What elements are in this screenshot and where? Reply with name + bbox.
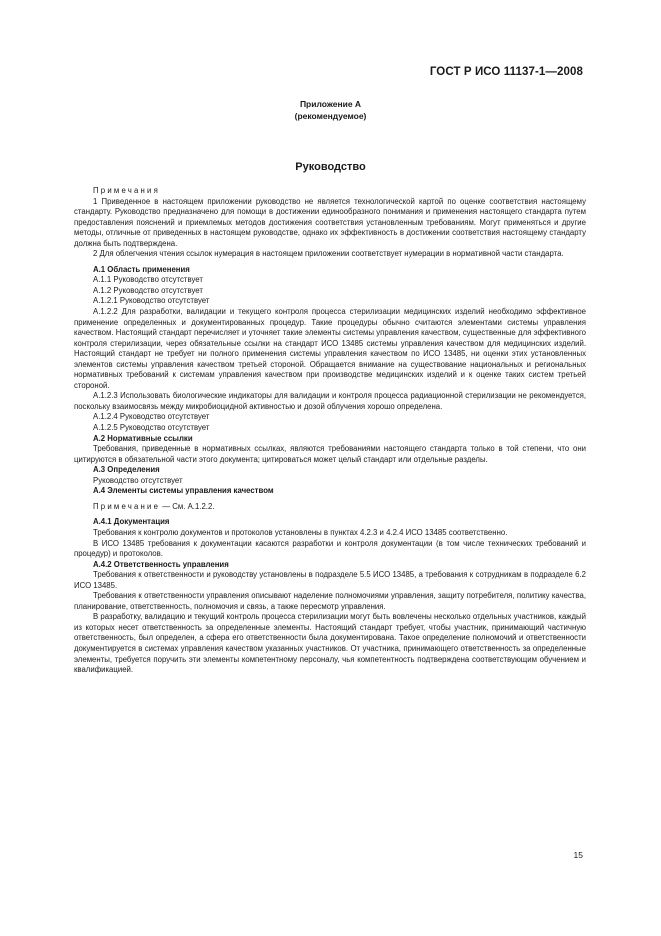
clause-a1-2-5: А.1.2.5 Руководство отсутствует xyxy=(93,423,210,433)
clause-a1-2-4: А.1.2.4 Руководство отсутствует xyxy=(93,412,210,422)
section-a4-1-paragraph: В ИСО 13485 требования к документации касаются разработки и контроля документации (в том числе технических требований и процедур) и протоколов. xyxy=(74,538,586,559)
clause-a1-2-1: А.1.2.1 Руководство отсутствует xyxy=(93,296,210,306)
section-heading-a4-1: А.4.1 Документация xyxy=(93,517,170,527)
section-heading-a4-2: А.4.2 Ответственность управления xyxy=(93,559,229,569)
section-heading-a4: А.4 Элементы системы управления качеством xyxy=(93,486,274,496)
section-heading-a2: А.2 Нормативные ссылки xyxy=(93,433,193,443)
clause-a1-2: А.1.2 Руководство отсутствует xyxy=(93,285,203,295)
appendix-status: (рекомендуемое) xyxy=(294,111,367,121)
note-item: 1 Приведенное в настоящем приложении руководство не является технологической картой по оценке соответствия настоящему стандарту. Руководство предназначено для помощи в достижении единообразного понимания и применения настоящего стандарта путем предоставления пояснений и приемлемых методов достижения соответствия установленным требованиям. Могут применяться и другие методы, отличные от приведенных в настоящем руководстве, однако их эффективность в достижении соответствия настоящему стандарту должна быть подтверждена. xyxy=(74,196,586,248)
note-text: — См. А.1.2.2. xyxy=(160,501,215,511)
note-item: 2 Для облегчения чтения ссылок нумерация в настоящем приложении соответствует нумерации в нормативной части стандарта. xyxy=(93,249,564,259)
page-title: Руководство xyxy=(295,161,366,173)
section-a4-note xyxy=(74,502,586,513)
section-a2-text: Требования, приведенные в нормативных ссылках, являются требованиями настоящего стандарта только в той степени, что они цитируются в обязательной части этого документа; цитироваться может целый стандарт или отдельные разделы. xyxy=(74,444,586,464)
section-heading-a3: А.3 Определения xyxy=(93,465,160,475)
section-a4-2-paragraph: Требования к ответственности управления описывают наделение полномочиями управления, защиту потребителя, политику качества, планирование, ответственность, полномочия и связь, а также пересмотр управления. xyxy=(74,591,586,611)
notes-heading: Примечания xyxy=(93,186,161,195)
page-number: 15 xyxy=(573,850,583,860)
standard-number: ГОСТ Р ИСО 11137-1—2008 xyxy=(429,66,583,78)
section-a4-1-paragraph: Требования к контролю документов и протоколов установлены в пунктах 4.2.3 и 4.2.4 ИСО 13485 соответственно. xyxy=(93,527,508,537)
note-label: Примечание xyxy=(93,501,161,511)
clause-a1-1: А.1.1 Руководство отсутствует xyxy=(93,275,203,285)
section-a4-2-paragraph: В разработку, валидацию и текущий контроль процесса стерилизации могут быть вовлечены несколько отдельных участников, каждый из которых несет ответственность за определенные элементы. Настоящий стандарт требует, чтобы участник, принимающий частичную ответственность, был определен, а сфера его ответственности была документирована. Такое определение полномочий и ответственности документируется в системах управления качеством указанных участников. От участника, принимающего ответственность за определенные элементы, требуется поручить эти элементы компетентному персоналу, чья компетентность подтверждена соответствующим обучением и квалификацией. xyxy=(74,612,586,675)
clause-a1-2-3: А.1.2.3 Использовать биологические индикаторы для валидации и контроля процесса радиационной стерилизации не рекомендуется, поскольку взаимосвязь между микробиоцидной активностью и дозой облучения хорошо определена. xyxy=(74,391,586,411)
clause-a1-2-2: А.1.2.2 Для разработки, валидации и текущего контроля процесса стерилизации медицинских изделий необходимо эффективное применение определенных и документированных процедур. Такие процедуры обычно считаются элементами системы управления качеством. Настоящий стандарт перечисляет и уточняет такие элементы системы управления качеством, существенные для эффективного контроля стерилизации, через обязательные ссылки на стандарт ИСО 13485 системы управления качеством для медицинских изделий. Настоящий стандарт не требует ни полного применения системы управления качеством по ИСО 13485, ни оценки этих установленных элементов системы управления качеством третьей стороной. Обращается внимание на существование национальных и региональных нормативных требований к системам управления качеством при производстве медицинских изделий и к оценке таких систем третьей стороной. xyxy=(74,307,586,390)
section-a4-2-paragraph: Требования к ответственности и руководству установлены в подразделе 5.5 ИСО 13485, а требования к сотрудникам в подразделе 6.2 ИСО 13485. xyxy=(74,570,586,590)
document-body xyxy=(74,186,586,676)
section-a3-text: Руководство отсутствует xyxy=(93,475,183,485)
section-heading-a1: А.1 Область применения xyxy=(93,264,190,274)
appendix-title: Приложение А xyxy=(299,99,362,109)
